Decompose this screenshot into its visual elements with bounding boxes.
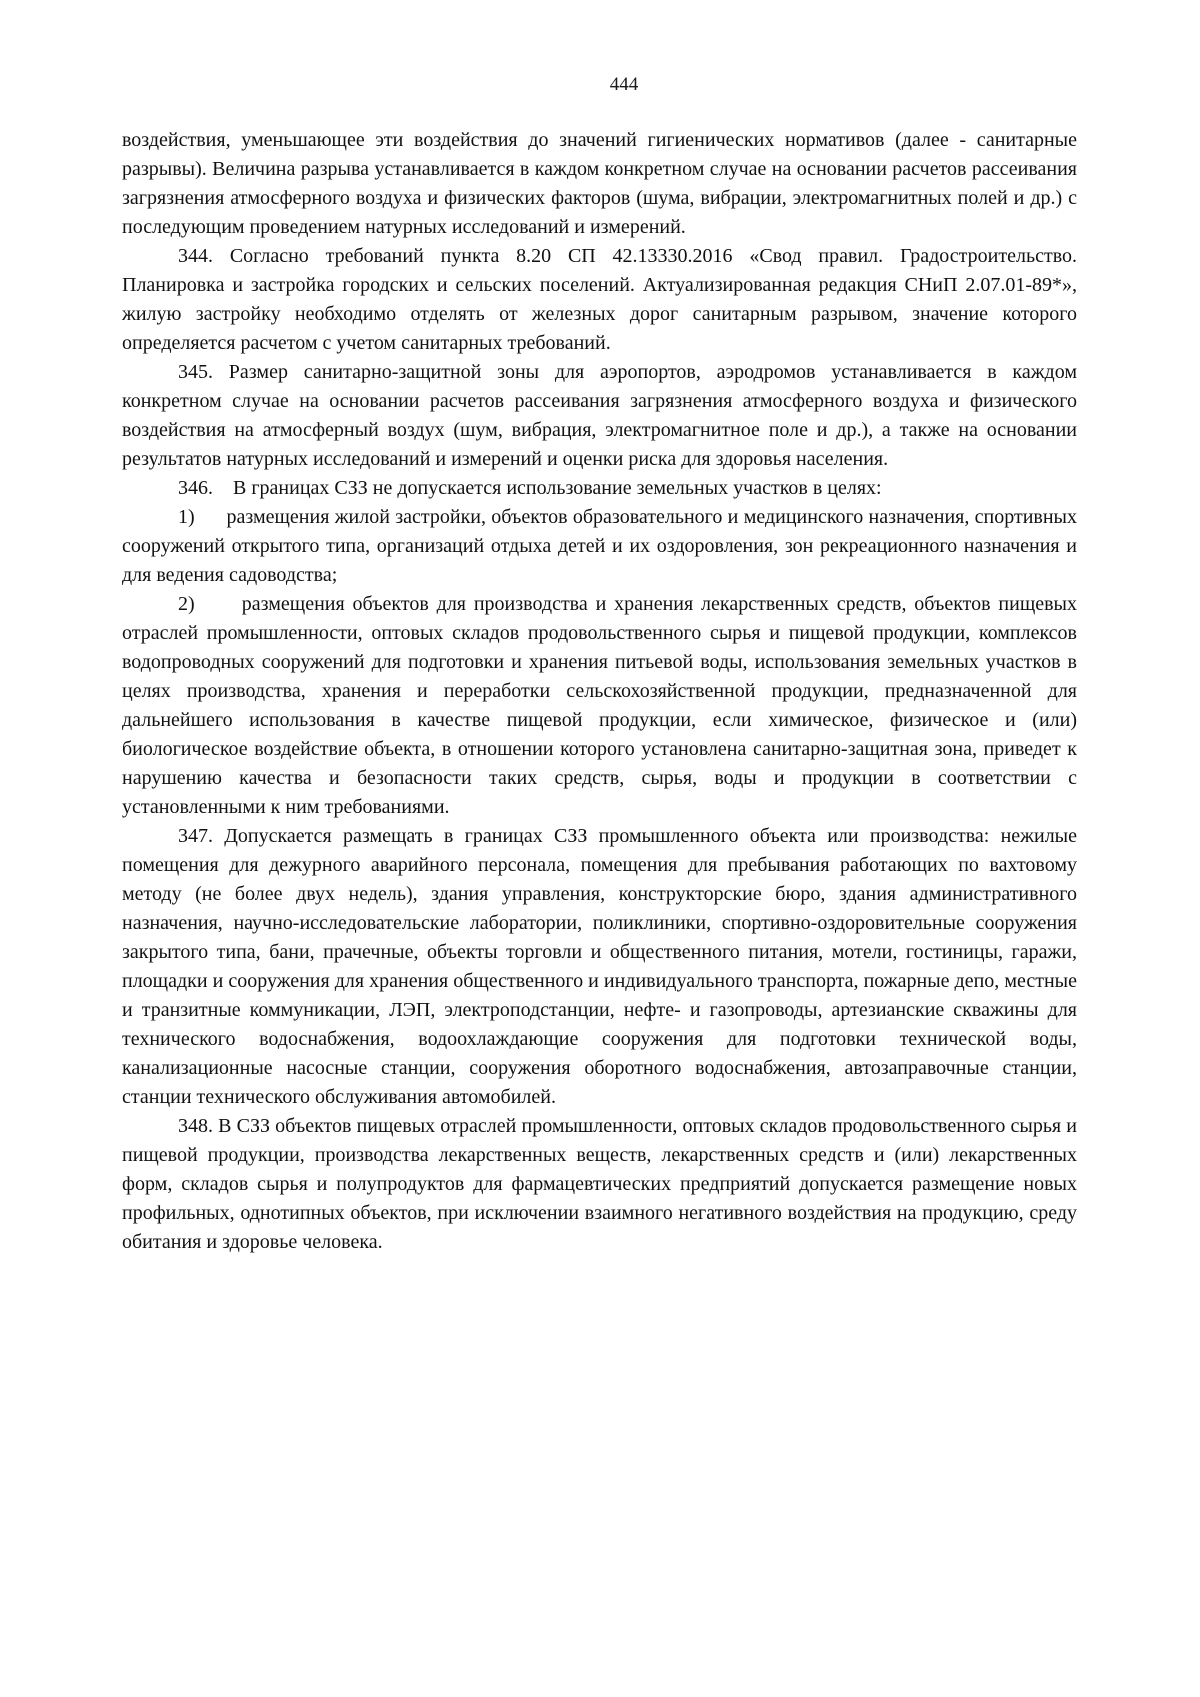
paragraph-347: 347. Допускается размещать в границах СЗЗ промышленного объекта или производства: нежилые помещения для дежурного аварийного персонала, помещения для пребывания работающих по вахтовому методу (не более двух недель), здания управления, конструкторские бюро, здания административного назначения, научно-исследовательские лаборатории, поликлиники, спортивно-оздоровительные сооружения закрытого типа, бани, прачечные, объекты торговли и общественного питания, мотели, гостиницы, гаражи, площадки и сооружения для хранения общественного и индивидуального транспорта, пожарные депо, местные и транзитные коммуникации, ЛЭП, электроподстанции, нефте- и газопроводы, артезианские скважины для технического водоснабжения, водоохлаждающие сооружения для подготовки технической воды, канализационные насосные станции, сооружения оборотного водоснабжения, автозаправочные станции, станции технического обслуживания автомобилей. bbox=[122, 825, 1077, 1108]
document-body bbox=[122, 126, 1082, 1257]
paragraph-344: 344. Согласно требований пункта 8.20 СП 42.13330.2016 «Свод правил. Градостроительство. Планировка и застройка городских и сельских поселений. Актуализированная редакция СНиП 2.07.01-89*», жилую застройку необходимо отделять от железных дорог санитарным разрывом, значение которого определяется расчетом с учетом санитарных требований. bbox=[122, 245, 1077, 354]
paragraph-continuation: воздействия, уменьшающее эти воздействия до значений гигиенических нормативов (далее - санитарные разрывы). Величина разрыва устанавливается в каждом конкретном случае на основании расчетов рассеивания загрязнения атмосферного воздуха и физических факторов (шума, вибрации, электромагнитных полей и др.) с последующим проведением натурных исследований и измерений. bbox=[122, 129, 1077, 238]
page-number: 444 bbox=[609, 74, 639, 95]
list-item-1: 1) размещения жилой застройки, объектов образовательного и медицинского назначения, спортивных сооружений открытого типа, организаций отдыха детей и их оздоровления, зон рекреационного назначения и для ведения садоводства; bbox=[122, 506, 1082, 586]
paragraph-348: 348. В СЗЗ объектов пищевых отраслей промышленности, оптовых складов продовольственного сырья и пищевой продукции, производства лекарственных веществ, лекарственных средств и (или) лекарственных форм, складов сырья и полупродуктов для фармацевтических предприятий допускается размещение новых профильных, однотипных объектов, при исключении взаимного негативного воздействия на продукцию, среду обитания и здоровье человека. bbox=[122, 1115, 1077, 1253]
paragraph-346: 346. В границах СЗЗ не допускается использование земельных участков в целях: bbox=[178, 477, 882, 499]
list-item-2: 2) размещения объектов для производства и хранения лекарственных средств, объектов пищевых отраслей промышленности, оптовых складов продовольственного сырья и пищевой продукции, комплексов водопроводных сооружений для подготовки и хранения питьевой воды, использования земельных участков в целях производства, хранения и переработки сельскохозяйственной продукции, предназначенной для дальнейшего использования в качестве пищевой продукции, если химическое, физическое и (или) биологическое воздействие объекта, в отношении которого установлена санитарно-защитная зона, приведет к нарушению качества и безопасности таких средств, сырья, воды и продукции в соответствии с установленными к ним требованиями. bbox=[122, 593, 1082, 818]
paragraph-345: 345. Размер санитарно-защитной зоны для аэропортов, аэродромов устанавливается в каждом конкретном случае на основании расчетов рассеивания загрязнения атмосферного воздуха и физического воздействия на атмосферный воздух (шум, вибрация, электромагнитное поле и др.), а также на основании результатов натурных исследований и измерений и оценки риска для здоровья населения. bbox=[122, 361, 1077, 470]
